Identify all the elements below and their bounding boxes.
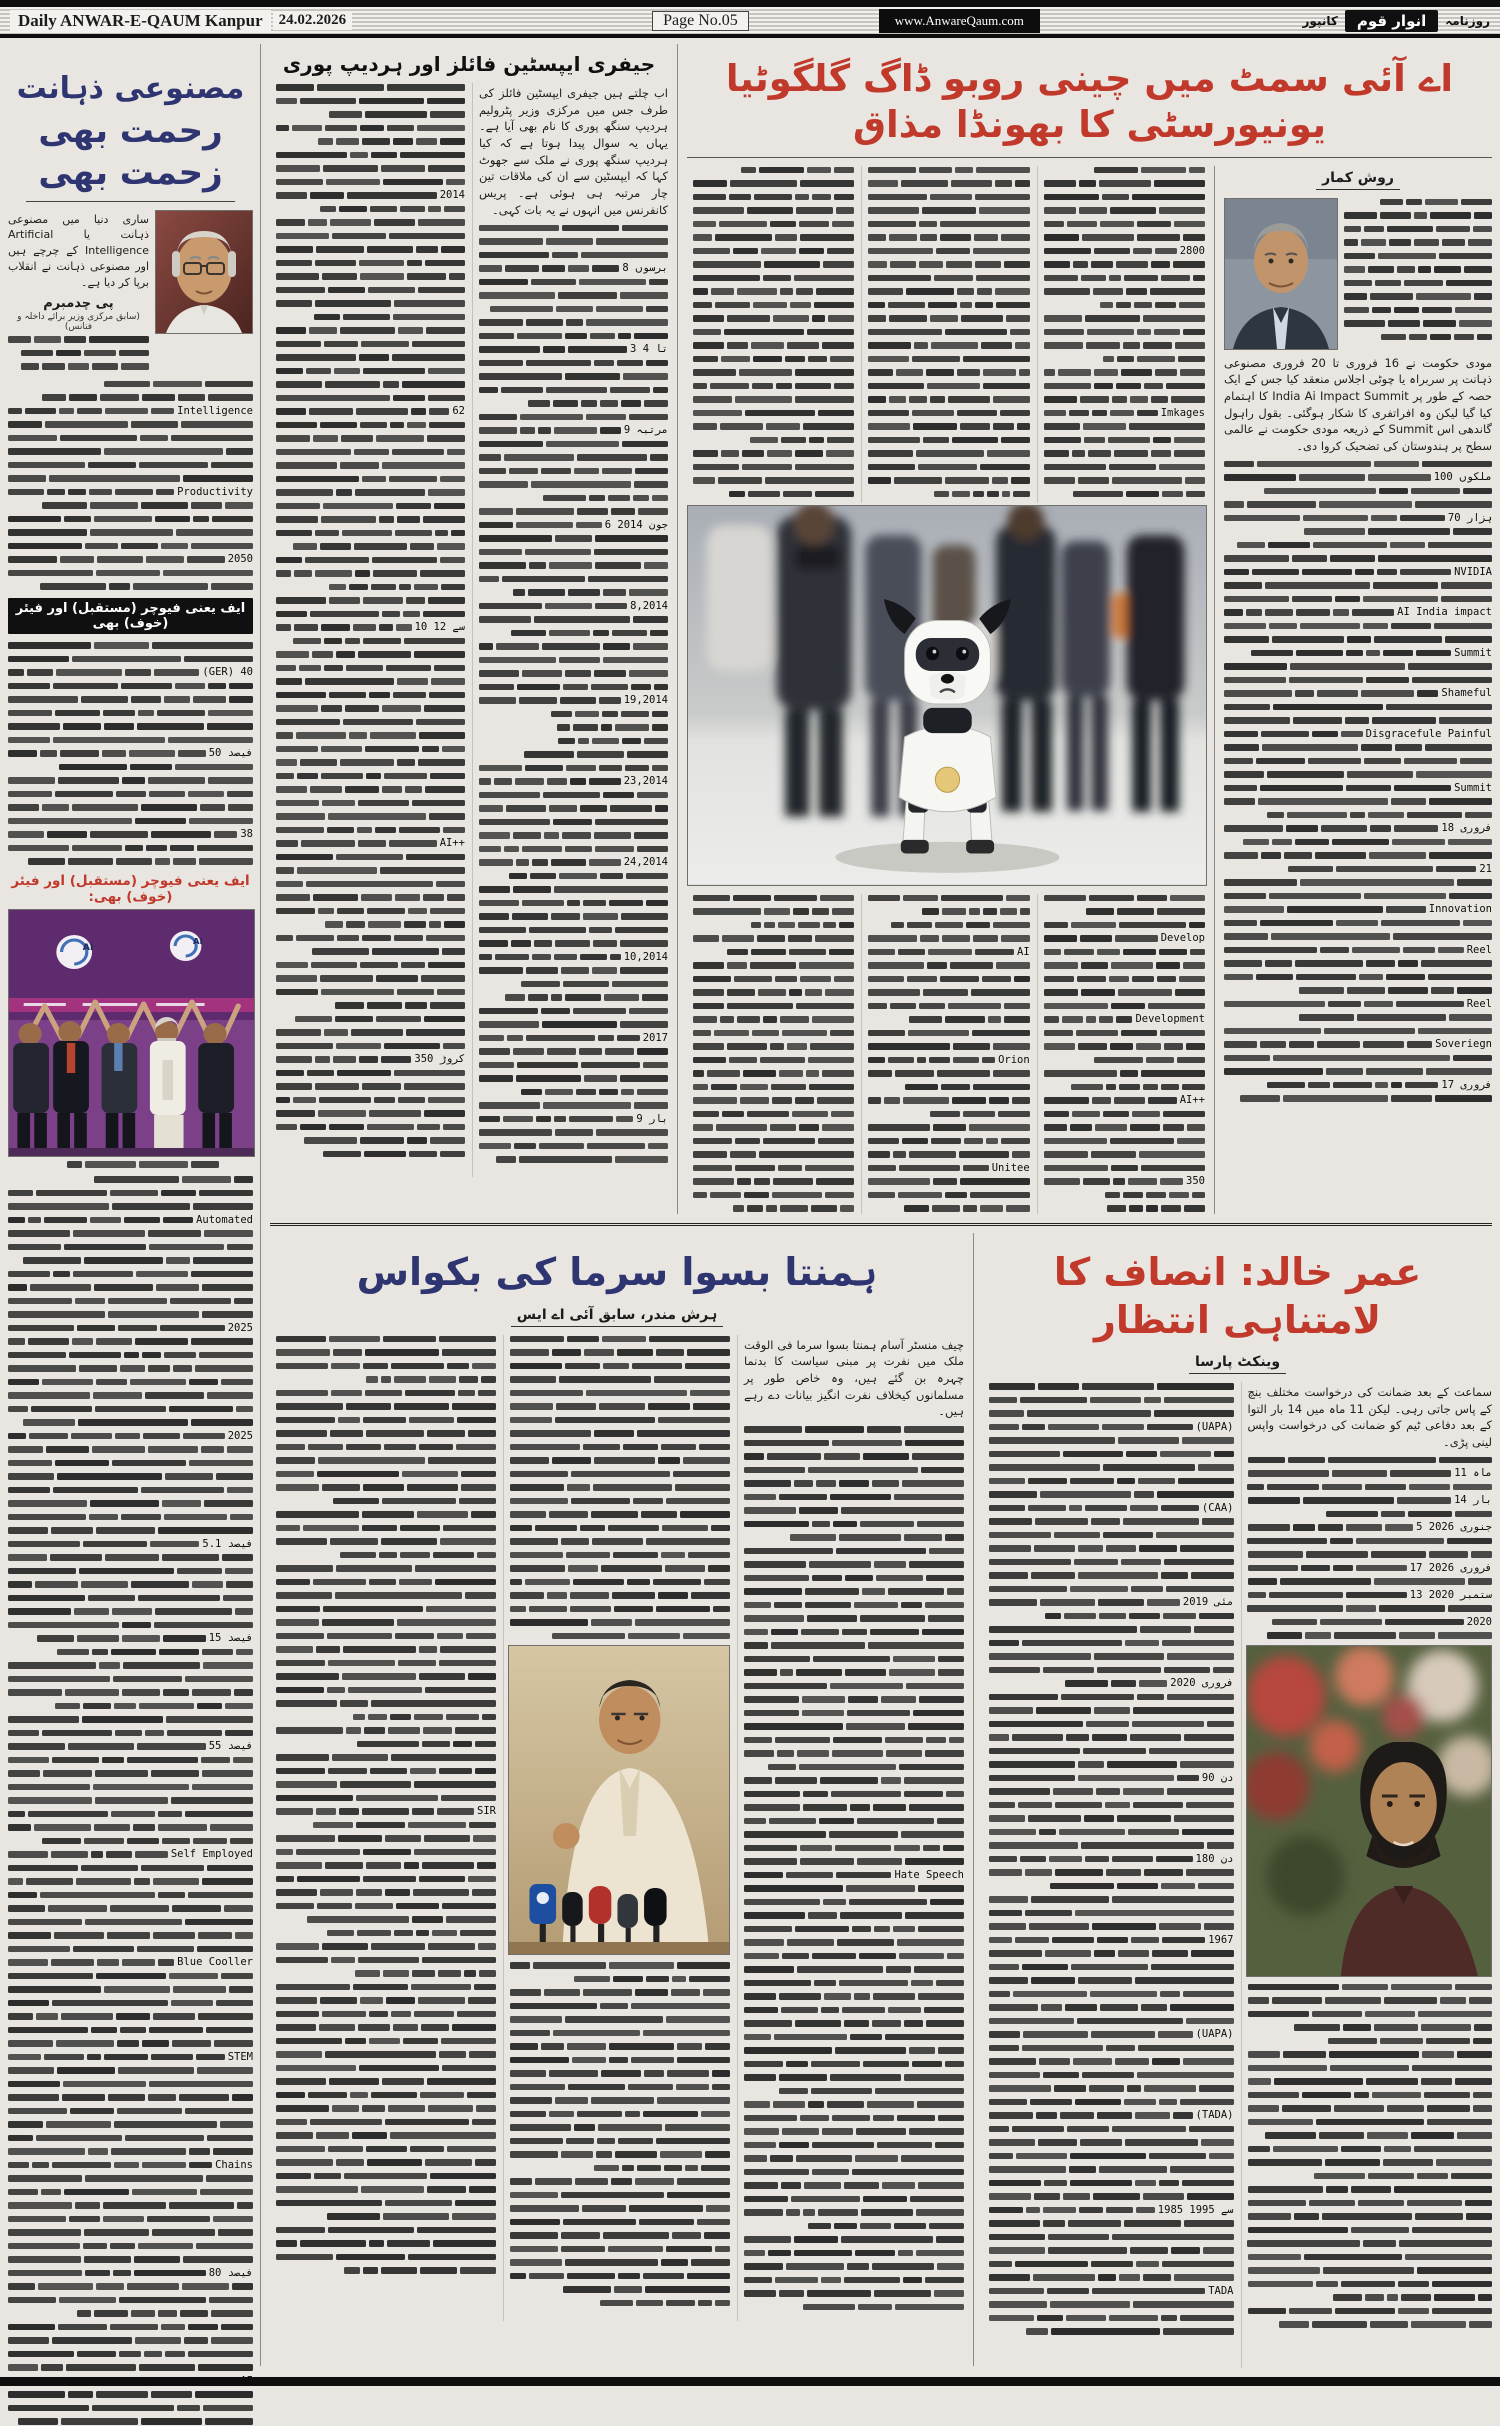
summit-logo-text-1: AI <box>82 942 94 954</box>
khalid-col-1: سماعت کے بعد ضمانت کی درخواست مختلف بنچ کے پاس جاتی رہی۔ لیکن 11 ماہ میں 14 بار التوا کے بعد دفاعی ٹیم کو ضمانت کی درخواست واپس لینی پڑی۔ 11 ماہ 14 بار 5 جنوری 2026 17 فروری 2026 13 ستمبر 2020 2020 <box>1242 1382 1493 2368</box>
portrait-man-glasses <box>156 211 252 333</box>
robot-headline: اے آئی سمٹ میں چینی روبو ڈاگ گلگوٹیا یونیورسٹی کا بھونڈا مذاق <box>687 44 1492 158</box>
oped-author-role: (سابق مرکزی وزیر برائے داخلہ و فنانس) <box>17 312 140 333</box>
robot-top-col-1: 2800 Imkages <box>1038 166 1205 504</box>
right-region <box>261 44 1492 2366</box>
body-text: (GER) 40 50 فیصد 38 <box>8 641 253 866</box>
robot-byline: روش کمار <box>1224 170 1492 190</box>
portrait-journalist <box>1225 199 1337 349</box>
top-section <box>270 44 1492 1214</box>
khalid-lead: سماعت کے بعد ضمانت کی درخواست مختلف بنچ کے پاس جاتی رہی۔ لیکن 11 ماہ میں 14 بار التوا کے بعد دفاعی ٹیم کو ضمانت کی درخواست واپس لینی پڑی۔ <box>1247 1385 1492 1450</box>
masthead-name: انوار قوم <box>1345 10 1438 32</box>
sarma-col-1: چیف منسٹر آسام ہمنتا بسوا سرما فی الوقت ملک میں نفرت پر مبنی سیاست کا بدنما چہرہ بن گئے ہیں، وہ خاص طور پر مسلمانوں کیخلاف نفرت انگیز بیانات دے رہے ہیں۔ Hate Speech <box>738 1335 964 2321</box>
bottom-rule <box>0 2377 1500 2386</box>
robot-bottom-col-2: AI Orion Unitee <box>862 894 1037 1214</box>
umar-khalid-photo <box>1246 1645 1493 1977</box>
ai-summit-group-photo <box>8 909 255 1157</box>
sarma-col-2 <box>504 1335 738 2321</box>
headline-rule <box>26 201 235 202</box>
oped-headline-line2: رحمت بھی زحمت بھی <box>38 110 223 193</box>
body-text: 8 برسوں 3 تا 4 9 مرتبہ 6 جون 2014 8,2014 19,2014 23,2014 24,2014 10,2014 2017 9 بار <box>479 223 668 1164</box>
page-number: Page No.05 <box>652 11 749 31</box>
sarma-press-photo <box>508 1645 730 1955</box>
khalid-byline: وینکٹ پارسا <box>983 1354 1492 1374</box>
paper-title: Daily ANWAR-E-QAUM Kanpur <box>10 10 271 32</box>
page-body <box>0 38 1500 2366</box>
khalid-headline: عمر خالد: انصاف کا لامتناہی انتظار <box>1053 1250 1422 1342</box>
urdu-masthead <box>1303 10 1490 32</box>
robot-dog-exhibition-photo <box>688 506 1206 885</box>
chidambaram-photo <box>155 210 253 334</box>
robot-bottom-col-1: Develop Development AI++ 350 <box>1038 894 1205 1214</box>
bottom-section <box>270 1233 1492 2366</box>
body-text <box>1344 198 1492 350</box>
article-robot-dog <box>678 44 1492 1214</box>
summit-stage-photo <box>9 910 254 1156</box>
epstein-headline: جیفری ایپسٹین فائلز اور ہردیپ پوری <box>282 52 656 76</box>
oped-inverse-subhead: ایف یعنی فیوچر (مستقبل) اور فیئر (خوف) بھی <box>8 598 253 634</box>
body-text: Intelligence Productivity 2050 <box>8 380 253 592</box>
oped-headline-line1: مصنوعی ذہانت <box>16 71 245 106</box>
issue-date: 24.02.2026 <box>273 11 353 30</box>
epstein-lead: اب چلتے ہیں جیفری ایپسٹین فائلز کی طرف جس میں مرکزی وزیر پٹرولیم ہردیپ سنگھ پوری کا نام بھی آیا ہے۔ یہاں یہ سوال پیدا ہوتا ہے کہ کیا ہردیپ سنگھ پوری نے ملک سے جھوٹ کہا کہ ایپسٹین سے ان کی ملاقات تین چار مرتبہ ہی ہوئی ہے۔ پریس کانفرنس میں انہوں نے یہ بات کہی۔ <box>479 86 668 217</box>
sarma-lead: چیف منسٹر آسام ہمنتا بسوا سرما فی الوقت ملک میں نفرت پر مبنی سیاست کا بدنما چہرہ بن گئے ہیں، وہ خاص طور پر مسلمانوں کیخلاف نفرت انگیز بیانات دے رہے ہیں۔ <box>744 1337 964 1419</box>
section-divider <box>270 1223 1492 1226</box>
sarma-headline: ہمنتا بسوا سرما کی بکواس <box>356 1250 878 1294</box>
portrait-bearded-man-flowers <box>1247 1646 1492 1976</box>
masthead-prefix: روزنامہ <box>1445 13 1490 28</box>
website-url: www.AnwareQaum.com <box>879 9 1040 33</box>
oped-author-name: پی چدمبرم <box>43 296 114 312</box>
article-ai-oped <box>8 44 261 2366</box>
article-khalid <box>974 1233 1492 2366</box>
article-sarma <box>270 1233 974 2366</box>
robot-top-col-3 <box>687 166 862 504</box>
robot-top-col-2 <box>862 166 1037 504</box>
press-conference-photo <box>509 1646 729 1954</box>
ravish-kumar-photo <box>1224 198 1338 350</box>
epstein-col-2 <box>270 83 473 1177</box>
robot-dog-photo <box>687 505 1207 886</box>
epstein-col-1 <box>473 83 668 1177</box>
sarma-byline: ہرش مندر، سابق آئی اے ایس <box>270 1307 964 1327</box>
body-text <box>510 1961 730 2308</box>
robot-bottom-col-3 <box>687 894 862 1214</box>
oped-byline-text <box>8 210 149 376</box>
robot-side-column <box>1214 166 1492 1215</box>
masthead-city: کانپور <box>1302 13 1338 28</box>
sarma-col-3: SIR <box>270 1335 504 2321</box>
photo-caption-line <box>42 1160 218 1169</box>
oped-lead: ساری دنیا میں مصنوعی ذہانت یا Artificial Intelligence کے چرچے ہیں اور مصنوعی ذہانت نے انقلاب برپا کر دیا ہے۔ <box>8 212 149 290</box>
khalid-col-2: (UAPA) (CAA) مئی 2019 فروری 2020 90 دن 180 دن 1967 (UAPA) (TADA) 1985 سے 1995 TADA <box>983 1382 1242 2368</box>
oped-red-subhead: ایف یعنی فیوچر (مستقبل) اور فیئر (خوف) بھی: <box>11 873 250 906</box>
page-header <box>0 0 1500 38</box>
body-text: 100 ملکوں 70 ہزار NVIDIA AI India impact Summit Shameful Disgracefule Painful Summit 18 فروری 21 Innovation Reel Reel Soveriegn 17 فروری <box>1224 460 1492 1104</box>
body-text <box>1248 1983 1493 2330</box>
robot-lead: مودی حکومت نے 16 فروری تا 20 فروری مصنوعی ذہانت پر سربراہ یا چوٹی اجلاس منعقد کیا جس کے ایک حصہ کے طور پر India Ai Impact Summit کا اہتمام کیا گیا لیکن وہ افراتفری کا شکار ہوگئی۔ بقول راہول گاندھی اس Summit کے ذریعہ مودی حکومت نے عالمی سطح پر ہندوستان کی تضحیک کروا دی۔ <box>1224 355 1493 453</box>
body-text <box>8 335 149 371</box>
summit-logo-text-2: AI <box>193 936 203 947</box>
robot-main-region <box>687 166 1214 1215</box>
article-epstein <box>270 44 678 1214</box>
body-text: 2014 62 10 سے 12 AI++ 350 کروڑ <box>276 83 465 1159</box>
oped-byline-block <box>8 210 253 376</box>
body-text: Automated 2025 2025 5.1 فیصد 15 فیصد 55 فیصد Self Employed Blue Cooller STEM Chains 80 فیصد <box>8 1175 253 2426</box>
